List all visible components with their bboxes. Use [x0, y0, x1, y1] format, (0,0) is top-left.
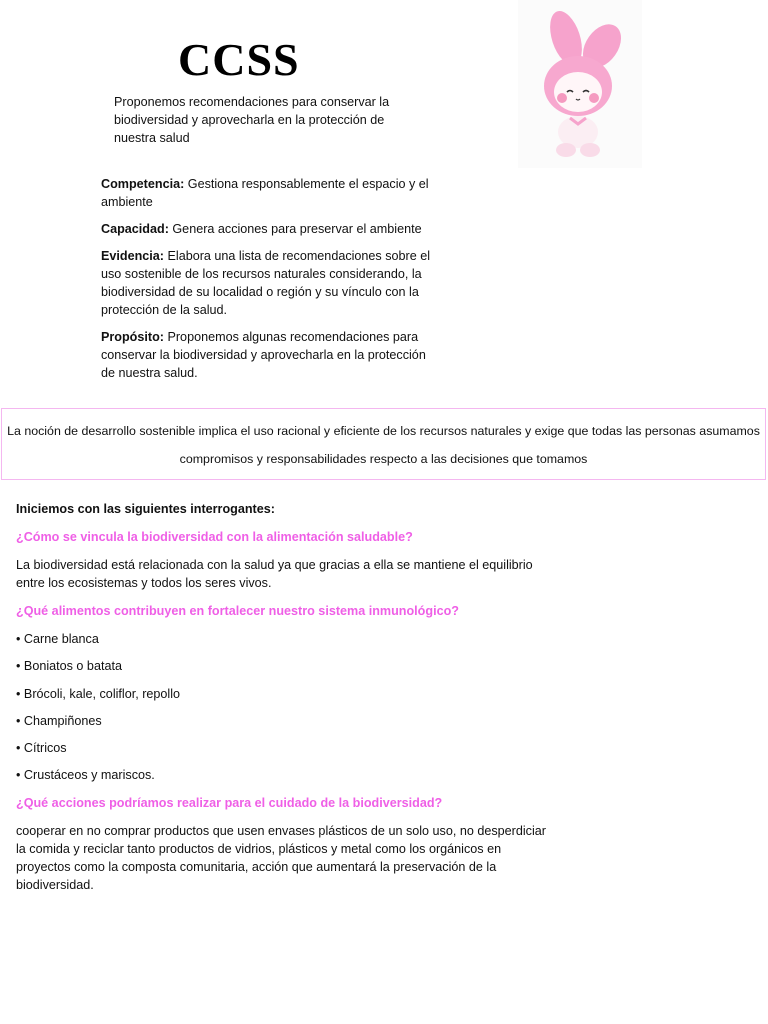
list-item: • Carne blanca: [16, 630, 556, 648]
question-3: ¿Qué acciones podríamos realizar para el cuidado de la biodiversidad?: [16, 795, 443, 810]
answer-3: cooperar en no comprar productos que usen envases plásticos de un solo uso, no desperdiciar la comida y reciclar tanto productos de vidrios, plásticos y metal como los orgánicos en proyectos como la composta comunitaria, acción que aumentará la preservación de la biodiversidad.: [16, 823, 546, 892]
list-item: • Crustáceos y mariscos.: [16, 766, 556, 784]
list-item: • Champiñones: [16, 712, 556, 730]
capacidad-paragraph: Capacidad: Genera acciones para preservar el ambiente: [101, 222, 422, 236]
proposito-paragraph: Propósito: Proponemos algunas recomendaciones para conservar la biodiversidad y aprovecharla en la protección de nuestra salud.: [101, 330, 426, 380]
bunny-mascot-drawing: [518, 0, 642, 168]
question-1: ¿Cómo se vincula la biodiversidad con la alimentación saludable?: [16, 530, 413, 544]
bunny-mascot-icon: [518, 0, 642, 168]
foods-list: [16, 630, 556, 784]
list-item: • Brócoli, kale, coliflor, repollo: [16, 685, 556, 703]
page-title: CCSS: [178, 34, 300, 85]
questions-section: [16, 500, 556, 904]
list-item: • Boniatos o batata: [16, 657, 556, 675]
questions-lead: Iniciemos con las siguientes interrogantes:: [16, 502, 275, 516]
sustainability-notice-box: [1, 408, 766, 480]
info-block: [101, 175, 437, 391]
evidencia-paragraph: Evidencia: Elabora una lista de recomendaciones sobre el uso sostenible de los recursos naturales considerando, la biodiversidad de su localidad o región y su vínculo con la protección de la salud.: [101, 249, 431, 317]
intro-text: Proponemos recomendaciones para conservar la biodiversidad y aprovecharla en la protección de nuestra salud: [114, 95, 390, 145]
answer-1: La biodiversidad está relacionada con la salud ya que gracias a ella se mantiene el equilibrio entre los ecosistemas y todos los seres vivos.: [16, 558, 533, 590]
list-item: • Cítricos: [16, 739, 556, 757]
notice-text: La noción de desarrollo sostenible implica el uso racional y eficiente de los recursos naturales y exige que todas las personas asumamos compromisos y responsabilidades respecto a las decisiones que tomamos: [7, 424, 760, 466]
question-2: ¿Qué alimentos contribuyen en fortalecer nuestro sistema inmunológico?: [16, 604, 459, 618]
competencia-paragraph: Competencia: Gestiona responsablemente el espacio y el ambiente: [101, 177, 429, 209]
